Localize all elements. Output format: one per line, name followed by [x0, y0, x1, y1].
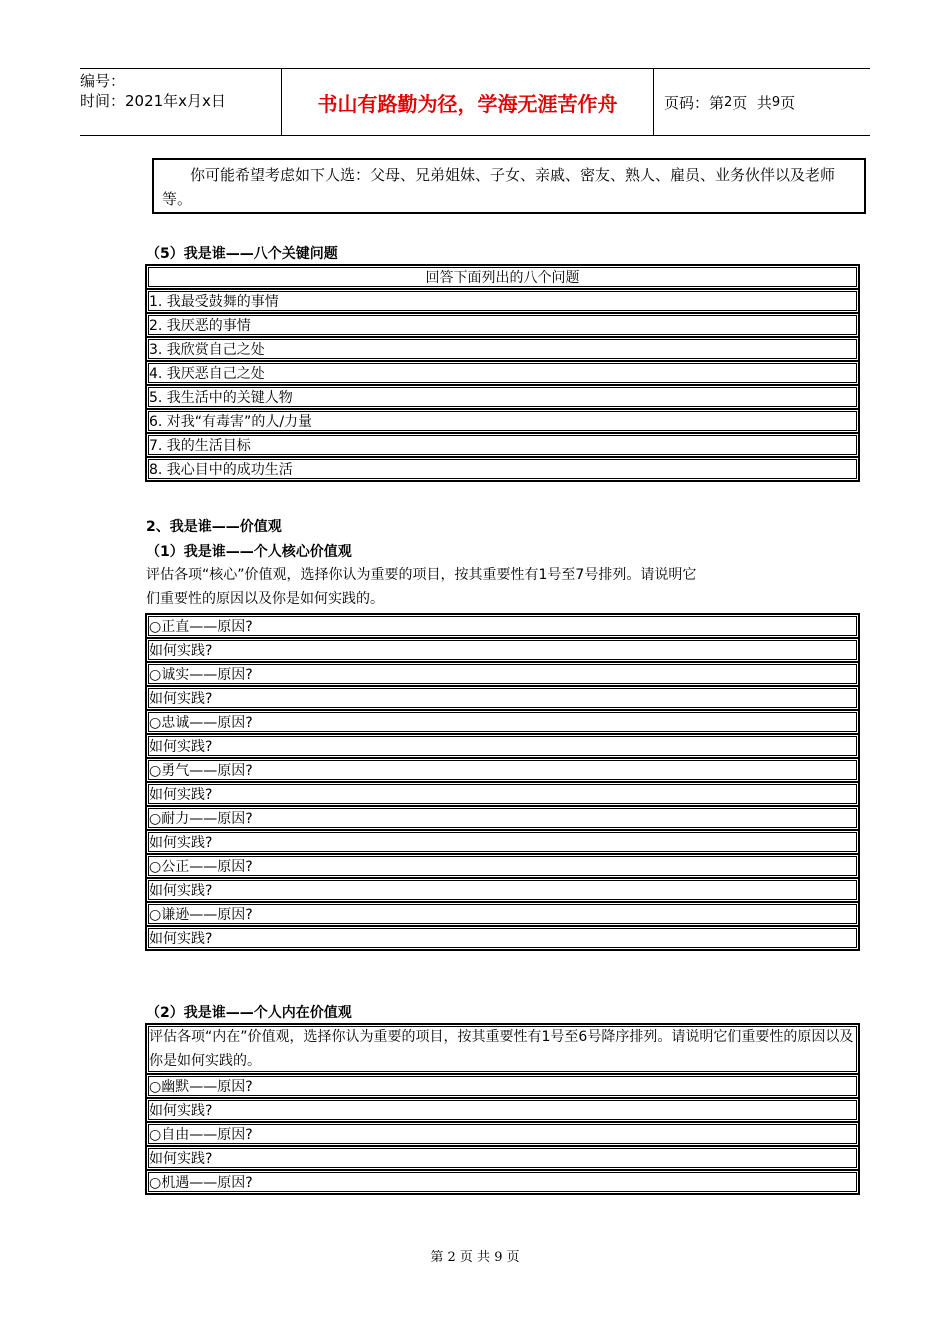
value-reason-row[interactable]: ○公正——原因? [146, 854, 859, 878]
question-row[interactable]: 3. 我欣赏自己之处 [146, 337, 859, 361]
core-desc-line-2: 们重要性的原因以及你是如何实践的。 [146, 591, 384, 607]
value-practice-row[interactable]: 如何实践? [146, 878, 859, 902]
value-reason-row[interactable]: ○正直——原因? [146, 614, 859, 638]
value-practice-row[interactable]: 如何实践? [146, 926, 859, 950]
value-reason-row[interactable]: ○诚实——原因? [146, 662, 859, 686]
page-mid: 页 共 [732, 93, 772, 112]
core-values-table [145, 613, 860, 951]
value-reason-row[interactable]: ○勇气——原因? [146, 758, 859, 782]
header-meta [80, 69, 282, 135]
section-values-title: 2、我是谁——价值观 [146, 519, 282, 535]
page-total: 9 [771, 94, 781, 110]
eight-questions-table [145, 264, 860, 482]
value-practice-row[interactable]: 如何实践? [146, 782, 859, 806]
core-desc-line-1: 评估各项“核心”价值观，选择你认为重要的项目，按其重要性有1号至7号排列。请说明它 [146, 567, 697, 583]
value-practice-row[interactable]: 如何实践? [146, 638, 859, 662]
question-row[interactable]: 4. 我厌恶自己之处 [146, 361, 859, 385]
question-row[interactable]: 7. 我的生活目标 [146, 433, 859, 457]
value-practice-row[interactable]: 如何实践? [146, 1146, 859, 1170]
doc-date: 时间：2021年x月x日 [80, 92, 226, 110]
inner-values-title: （2）我是谁——个人内在价值观 [146, 1005, 352, 1021]
question-row[interactable]: 5. 我生活中的关键人物 [146, 385, 859, 409]
core-values-description [146, 563, 846, 611]
value-reason-row[interactable]: ○自由——原因? [146, 1122, 859, 1146]
header-page-info [654, 69, 870, 135]
page-label: 页码：第 [664, 93, 725, 112]
value-practice-row[interactable]: 如何实践? [146, 686, 859, 710]
value-reason-row[interactable]: ○谦逊——原因? [146, 902, 859, 926]
core-values-title: （1）我是谁——个人核心价值观 [146, 544, 352, 560]
header-motto: 书山有路勤为径，学海无涯苦作舟 [282, 69, 654, 135]
page-end: 页 [780, 93, 796, 112]
eight-questions-header: 回答下面列出的八个问题 [146, 265, 859, 289]
inner-values-description: 评估各项“内在”价值观，选择你认为重要的项目，按其重要性有1号至6号降序排列。请说明它们重要性的原因以及你是如何实践的。 [146, 1024, 859, 1074]
value-reason-row[interactable]: ○耐力——原因? [146, 806, 859, 830]
value-reason-row[interactable]: ○忠诚——原因? [146, 710, 859, 734]
page-footer: 第 2 页 共 9 页 [430, 1250, 520, 1265]
value-practice-row[interactable]: 如何实践? [146, 830, 859, 854]
question-row[interactable]: 6. 对我“有毒害”的人/力量 [146, 409, 859, 433]
question-row[interactable]: 8. 我心目中的成功生活 [146, 457, 859, 481]
value-practice-row[interactable]: 如何实践? [146, 734, 859, 758]
candidate-note-box [152, 158, 866, 214]
value-reason-row[interactable]: ○幽默——原因? [146, 1074, 859, 1098]
page-number: 2 [724, 94, 733, 110]
question-row[interactable]: 1. 我最受鼓舞的事情 [146, 289, 859, 313]
value-practice-row[interactable]: 如何实践? [146, 1098, 859, 1122]
value-reason-row[interactable]: ○机遇——原因? [146, 1170, 859, 1194]
section-eight-questions-title: （5）我是谁——八个关键问题 [146, 246, 338, 262]
question-row[interactable]: 2. 我厌恶的事情 [146, 313, 859, 337]
page-header [80, 68, 870, 136]
doc-code-label: 编号： [80, 72, 126, 90]
inner-values-table [145, 1023, 860, 1195]
candidate-note-text: 你可能希望考虑如下人选：父母、兄弟姐妹、子女、亲戚、密友、熟人、雇员、业务伙伴以及老师等。 [162, 166, 836, 208]
